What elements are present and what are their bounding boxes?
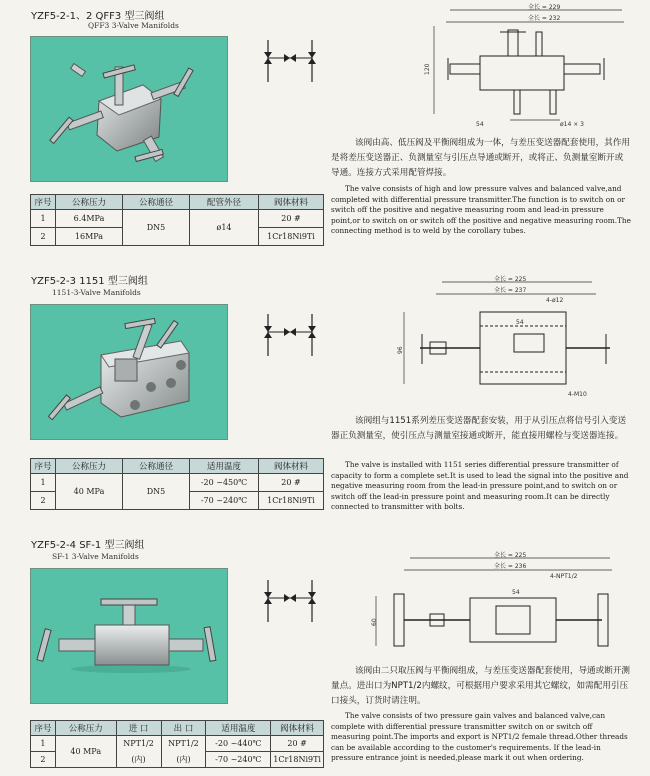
section1-dim-total-1: 全长 = 229 (528, 4, 561, 11)
table2-header: 适用温度 (190, 459, 259, 474)
section2-dim-mid: 54 (516, 319, 524, 326)
section2-dim-holes: 4-ø12 (546, 297, 564, 304)
section1-description-en: The valve consists of high and low pressure valves and balanced valve,and completed with differential pressure transmitter.The function is to switch on or switch off the positive and negative measuring room and lead-in pressure point,or to switch on or switch off the positive and negative measuring room.The connecting method is to weld by the corollary tubes. (331, 184, 631, 235)
table2-header: 公称通径 (123, 459, 190, 474)
section3-technical-drawing (370, 546, 632, 660)
section3-title-en: SF-1 3-Valve Manifolds (52, 552, 139, 561)
section2-title-en: 1151-3-Valve Manifolds (52, 288, 141, 297)
table3-header: 公称压力 (55, 721, 116, 736)
table2-header: 序号 (31, 459, 56, 474)
section2-title-cn: YZF5-2-3 1151 型三阀组 (31, 276, 148, 287)
section3-valve-symbol (258, 578, 322, 628)
table3-header: 序号 (31, 721, 56, 736)
section1-dim-pipe: ø14 × 3 (560, 121, 584, 128)
section3-description-en: The valve consists of two pressure gain valves and balanced valve,can complete with differential pressure transmitter switch on or switch off measuring point.The imports and export is NPT1/2 female thread.Other threads can be available according to the customer's requirements. If the lead-in pressure entrance joint is needed,please mark it out when ordering. (331, 711, 628, 762)
table-row: 1 40 MPa NPT1/2 NPT1/2 -20 ~440℃ 20 # (31, 736, 324, 752)
section1-technical-drawing (410, 2, 638, 134)
section2-dim-total-1: 全长 = 225 (494, 276, 527, 283)
section3-title-cn: YZF5-2-4 SF-1 型三阀组 (31, 540, 145, 551)
table-row: 2 -70 ~240℃ 1Cr18Ni9Ti (31, 492, 324, 510)
table-row: 2 16MPa 1Cr18Ni9Ti (31, 228, 324, 246)
section3-dim-total-1: 全长 = 225 (494, 552, 527, 559)
table-row: 1 6.4MPa DN5 ø14 20 # (31, 210, 324, 228)
section1-dim-height: 120 (424, 63, 431, 75)
table1-header: 公称压力 (56, 195, 123, 210)
section2-dim-total-2: 全长 = 237 (494, 287, 527, 294)
section1-dim-total-2: 全长 = 232 (528, 15, 561, 22)
table3-header: 出 口 (161, 721, 206, 736)
section2-description-en: The valve is installed with 1151 series differential pressure transmitter of capacity to form a complete set.It is used to lead the signal into the positive and negative measuring room from the lead-in pressure point,and to switch on or switch off the lead-in pressure point and measuring room.It can be directly connected to transmitter with bolts. (331, 460, 629, 511)
section1-spec-table (30, 194, 324, 246)
table2-header: 公称压力 (56, 459, 123, 474)
table-row: 1 40 MPa DN5 -20 ~450℃ 20 # (31, 474, 324, 492)
section3-description-cn: 该阀由二只取压阀与平衡阀组成，与差压变送器配套使用，导通或断开测量点。进出口为NPT1/2内螺纹，可根据用户要求采用其它螺纹，如需配用引压口接头，订货时请注明。 (331, 666, 631, 706)
section2-spec-table (30, 458, 324, 510)
section3-dim-thread: 4-NPT1/2 (550, 573, 578, 580)
table1-header: 序号 (31, 195, 56, 210)
table2-header: 阀体材料 (259, 459, 324, 474)
section2-valve-symbol (258, 312, 322, 362)
table3-header: 阀体材料 (271, 721, 324, 736)
section3-spec-table (30, 720, 324, 768)
section1-product-photo (30, 36, 228, 182)
table3-header: 进 口 (116, 721, 161, 736)
table1-header: 配管外径 (190, 195, 259, 210)
section3-dim-mid: 54 (512, 589, 520, 596)
section2-dim-height: 96 (397, 346, 404, 354)
table1-header: 阀体材料 (259, 195, 324, 210)
section1-dim-mid: 54 (476, 121, 484, 128)
section1-description-cn: 该阀由高、低压阀及平衡阀组成为一体，与差压变送器配套使用，其作用是将差压变送器正、负测量室与引压点导通或断开，或将正、负测量室断开或导通。连接方式采用配管焊接。 (331, 138, 631, 178)
section3-dim-height: 60 (371, 618, 378, 626)
section2-dim-bolt: 4-M10 (568, 391, 587, 398)
section3-product-photo (30, 568, 228, 704)
table3-header: 适用温度 (206, 721, 271, 736)
section3-dim-total-2: 全长 = 236 (494, 563, 527, 570)
section1-title-en: QFF3 3-Valve Manifolds (88, 21, 179, 30)
table1-header: 公称通径 (123, 195, 190, 210)
table-row: 2 (内) (内) -70 ~240℃ 1Cr18Ni9Ti (31, 752, 324, 768)
section1-title-cn: YZF5-2-1、2 QFF3 型三阀组 (31, 11, 165, 22)
section1-valve-symbol (258, 38, 322, 88)
section2-description-cn: 该阀组与1151系列差压变送器配套安装，用于从引压点将信号引入变送器正负测量室，使引压点与测量室接通或断开，能直接用螺栓与变送器连接。 (331, 416, 627, 441)
section2-technical-drawing (396, 270, 628, 408)
section2-product-photo (30, 304, 228, 440)
